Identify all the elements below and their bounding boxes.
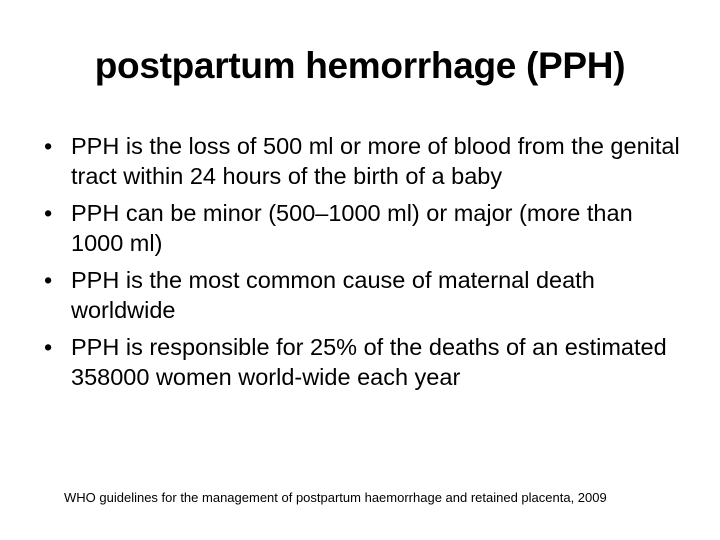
- bullet-icon: •: [44, 200, 53, 226]
- bullet-text: PPH is the most common cause of maternal death worldwide: [71, 267, 595, 323]
- bullet-item: [44, 132, 684, 191]
- bullet-item: [44, 266, 684, 325]
- bullet-icon: •: [44, 334, 53, 360]
- bullet-list: [44, 132, 684, 400]
- bullet-item: [44, 199, 684, 258]
- bullet-icon: •: [44, 133, 53, 159]
- slide-title: postpartum hemorrhage (PPH): [94, 45, 626, 86]
- bullet-item: [44, 333, 684, 392]
- bullet-text: PPH is the loss of 500 ml or more of blood from the genital tract within 24 hours of the birth of a baby: [71, 133, 680, 189]
- bullet-text: PPH can be minor (500–1000 ml) or major (more than 1000 ml): [71, 200, 633, 256]
- bullet-icon: •: [44, 267, 53, 293]
- source-footnote: WHO guidelines for the management of postpartum haemorrhage and retained placenta, 2009: [64, 490, 607, 505]
- bullet-text: PPH is responsible for 25% of the deaths of an estimated 358000 women world-wide each year: [71, 334, 667, 390]
